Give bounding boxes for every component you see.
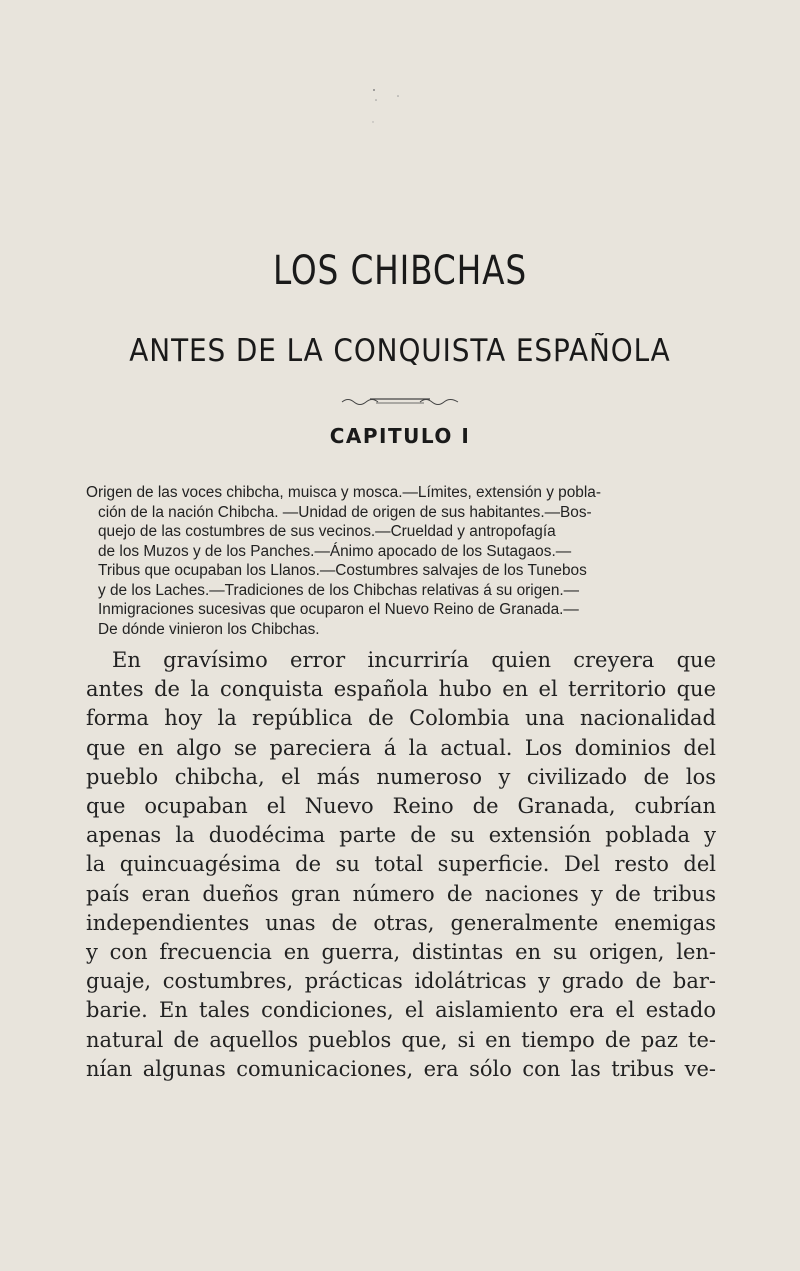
body-line: barie. En tales condiciones, el aislamiento era el estado — [86, 998, 716, 1023]
body-line: que en algo se pareciera á la actual. Los dominios del — [86, 735, 716, 760]
body-line: independientes unas de otras, generalmente enemigas — [86, 910, 716, 935]
stray-ink-marks — [370, 86, 400, 126]
chapter-heading: CAPITULO I — [329, 424, 471, 448]
summary-line: y de los Laches.—Tradiciones de los Chibchas relativas á su origen.— — [98, 581, 580, 599]
body-line: la quincuagésima de su total superficie. Del resto del — [86, 852, 716, 877]
body-line: natural de aquellos pueblos que, si en tiempo de paz te- — [86, 1027, 716, 1052]
body-line: apenas la duodécima parte de su extensión poblada y — [86, 823, 716, 848]
body-line: guaje, costumbres, prácticas idolátricas y grado de bar- — [86, 969, 716, 994]
book-title: LOS CHIBCHAS — [272, 248, 527, 294]
body-paragraph — [86, 646, 716, 1084]
body-line: que ocupaban el Nuevo Reino de Granada, cubrían — [86, 794, 716, 819]
ornament-divider — [340, 394, 460, 408]
summary-line: ción de la nación Chibcha. —Unidad de origen de sus habitantes.—Bos- — [98, 503, 592, 521]
summary-line: de los Muzos y de los Panches.—Ánimo apocado de los Sutagaos.— — [98, 542, 572, 560]
body-line: forma hoy la república de Colombia una nacionalidad — [86, 706, 716, 731]
summary-line: Origen de las voces chibcha, muisca y mosca.—Límites, extensión y pobla- — [86, 484, 601, 501]
body-line: y con frecuencia en guerra, distintas en su origen, len- — [86, 940, 716, 965]
chapter-summary — [86, 483, 716, 639]
body-line: antes de la conquista española hubo en el territorio que — [86, 677, 716, 702]
summary-line: De dónde vinieron los Chibchas. — [98, 620, 320, 638]
body-line: En gravísimo error incurriría quien creyera que — [112, 648, 716, 672]
body-line: pueblo chibcha, el más numeroso y civilizado de los — [86, 764, 716, 789]
book-subtitle: ANTES DE LA CONQUISTA ESPAÑOLA — [129, 333, 671, 369]
summary-line: quejo de las costumbres de sus vecinos.—Crueldad y antropofagía — [98, 523, 556, 540]
body-line: nían algunas comunicaciones, era sólo con las tribus ve- — [86, 1056, 716, 1081]
body-line: país eran dueños gran número de naciones y de tribus — [86, 881, 716, 906]
summary-line: Inmigraciones sucesivas que ocuparon el Nuevo Reino de Granada.— — [98, 601, 579, 618]
summary-line: Tribus que ocupaban los Llanos.—Costumbres salvajes de los Tunebos — [98, 562, 587, 579]
